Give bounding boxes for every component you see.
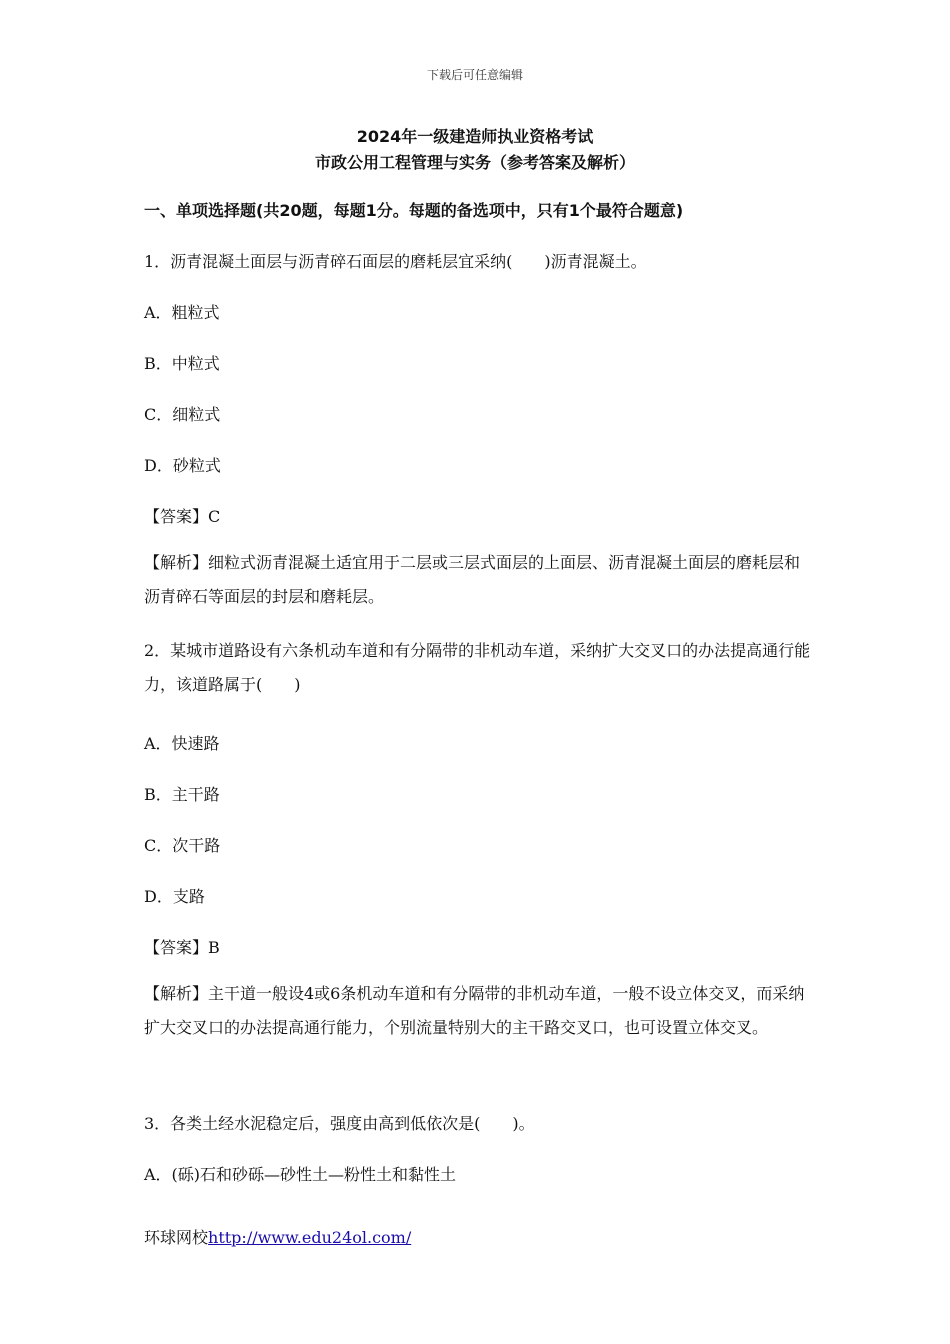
question-2-analysis: 【解析】主干道一般设4或6条机动车道和有分隔带的非机动车道，一般不设立体交叉，而采纳扩大交叉口的办法提高通行能力，个别流量特别大的主干路交叉口，也可设置立体交叉。 xyxy=(144,984,805,1037)
question-2-answer: 【答案】B xyxy=(144,938,220,957)
question-1-option-c: C．细粒式 xyxy=(144,405,221,424)
header-note: 下载后可任意编辑 xyxy=(426,68,523,82)
footer-label: 环球网校 xyxy=(144,1228,209,1247)
section-heading: 一、单项选择题(共20题，每题1分。每题的备选项中，只有1个最符合题意) xyxy=(144,201,684,220)
document-title: 2024年一级建造师执业资格考试 xyxy=(356,127,594,146)
document-subtitle: 市政公用工程管理与实务（参考答案及解析） xyxy=(314,153,635,172)
question-2-option-d: D．支路 xyxy=(144,887,205,906)
question-2-stem: 2．某城市道路设有六条机动车道和有分隔带的非机动车道，采纳扩大交叉口的办法提高通行能力，该道路属于( ) xyxy=(144,641,811,694)
question-2-option-a: A．快速路 xyxy=(144,734,220,753)
question-2-option-b: B．主干路 xyxy=(144,785,220,804)
question-3-option-a: A．(砾)石和砂砾—砂性土—粉性土和黏性土 xyxy=(144,1165,457,1184)
question-2-option-c: C．次干路 xyxy=(144,836,221,855)
footer-link[interactable]: http://www.edu24ol.com/ xyxy=(208,1228,412,1247)
question-1-option-d: D．砂粒式 xyxy=(144,456,221,475)
footer xyxy=(144,1225,411,1248)
question-1-stem: 1．沥青混凝土面层与沥青碎石面层的磨耗层宜采纳( )沥青混凝土。 xyxy=(144,252,647,271)
question-1-option-a: A．粗粒式 xyxy=(144,303,220,322)
question-1-analysis: 【解析】细粒式沥青混凝土适宜用于二层或三层式面层的上面层、沥青混凝土面层的磨耗层和沥青碎石等面层的封层和磨耗层。 xyxy=(144,553,801,606)
question-1-option-b: B．中粒式 xyxy=(144,354,220,373)
question-1-answer: 【答案】C xyxy=(144,507,221,526)
question-3-stem: 3．各类土经水泥稳定后，强度由高到低依次是( )。 xyxy=(144,1114,535,1133)
